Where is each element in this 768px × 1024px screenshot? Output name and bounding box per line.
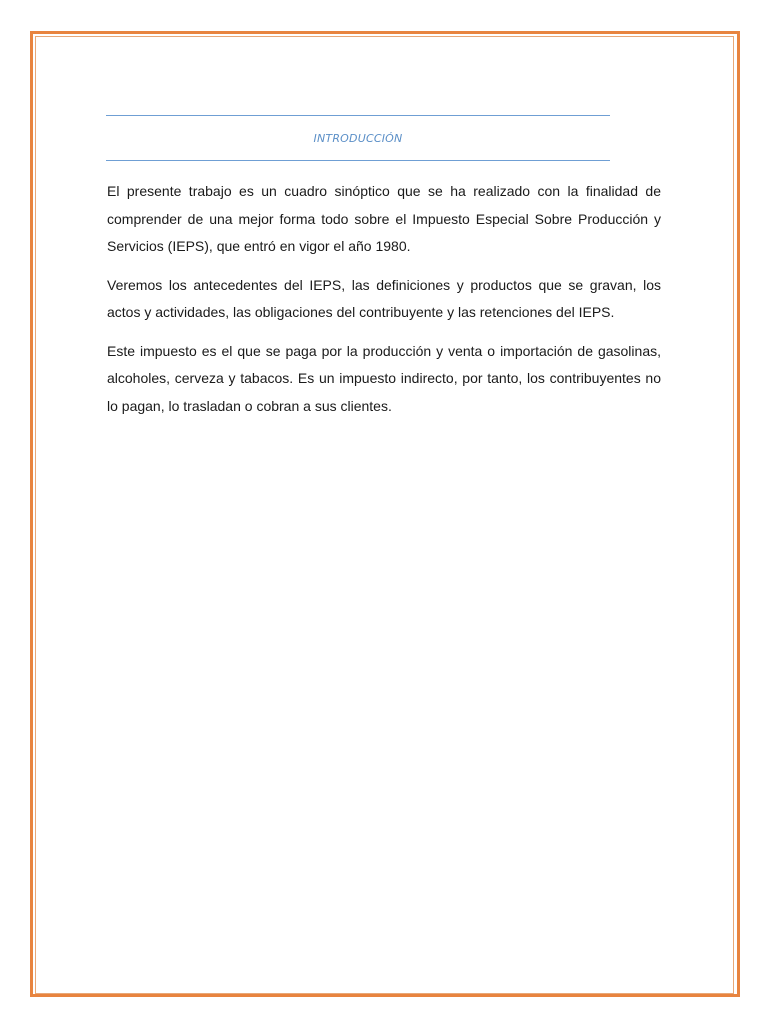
paragraph-2: Veremos los antecedentes del IEPS, las definiciones y productos que se gravan, los actos y actividades, las obligaciones del contribuyente y las retenciones del IEPS. [107, 276, 661, 320]
page-title: INTRODUCCIÓN [313, 131, 403, 145]
paragraph-3: Este impuesto es el que se paga por la producción y venta o importación de gasolinas, alcoholes, cerveza y tabacos. Es un impuesto indirecto, por tanto, los contribuyentes no lo pagan, lo trasladan o cobran a sus clientes. [107, 342, 661, 414]
paragraph-1: El presente trabajo es un cuadro sinóptico que se ha realizado con la finalidad de comprender de una mejor forma todo sobre el Impuesto Especial Sobre Producción y Servicios (IEPS), que entró en vigor el año 1980. [107, 183, 661, 254]
body-content [107, 178, 661, 431]
heading-block [106, 115, 610, 161]
